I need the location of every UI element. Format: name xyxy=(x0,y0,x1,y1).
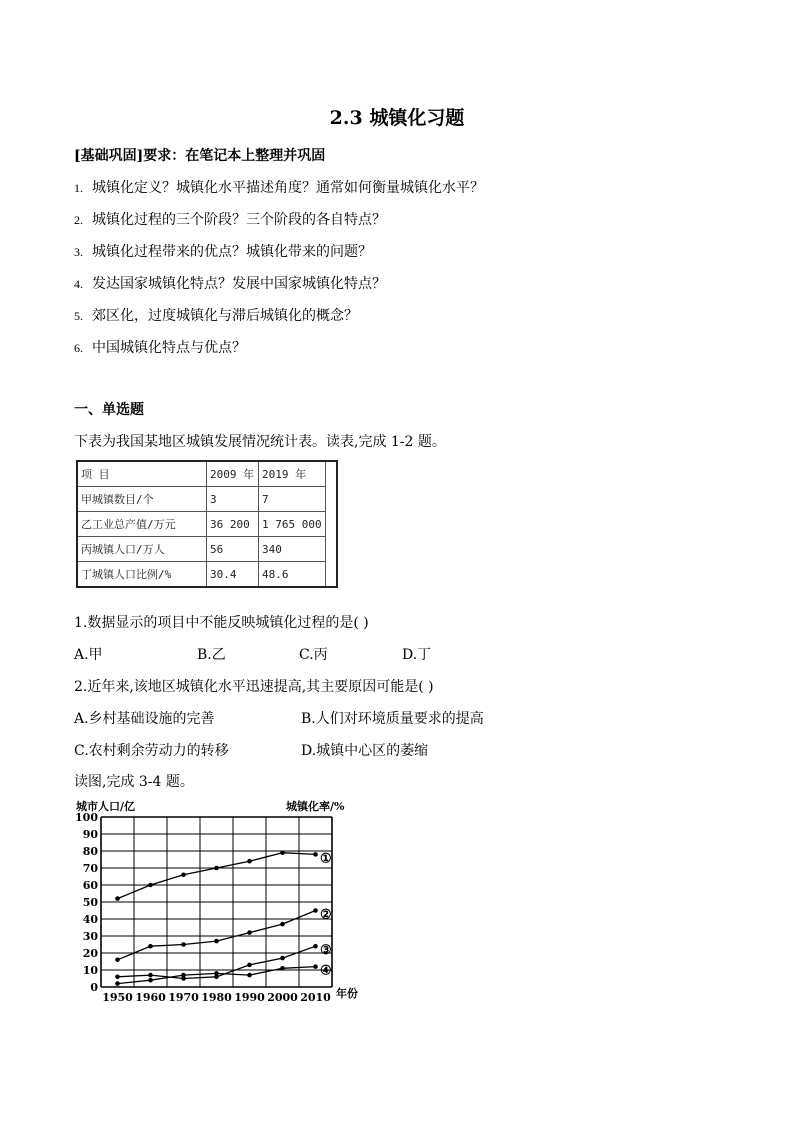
question-2-stem: 2.近年来,该地区城镇化水平迅速提高,其主要原因可能是( ) xyxy=(74,679,434,695)
series-label-4: ④ xyxy=(320,963,332,979)
data-point xyxy=(115,958,120,963)
x-tick-label: 1990 xyxy=(234,991,265,1004)
table-cell: 48.6 xyxy=(259,562,326,588)
table-row xyxy=(77,537,337,562)
table-spacer-cell xyxy=(326,512,338,537)
question-1-stem: 1.数据显示的项目中不能反映城镇化过程的是( ) xyxy=(74,615,369,631)
question-2-option-c: C.农村剩余劳动力的转移 xyxy=(74,743,229,759)
review-item-number: 1. xyxy=(74,181,83,195)
review-item-text: 中国城镇化特点与优点？ xyxy=(92,340,246,356)
y-tick-label: 0 xyxy=(90,981,98,994)
data-point xyxy=(148,973,153,978)
data-point xyxy=(181,873,186,878)
data-point xyxy=(247,930,252,935)
table-spacer-cell xyxy=(326,537,338,562)
question-1-option-a: A.甲 xyxy=(74,647,103,663)
y-tick-label: 30 xyxy=(82,930,98,943)
chart-intro: 读图,完成 3-4 题。 xyxy=(74,774,194,790)
table-cell: 丙城镇人口/万人 xyxy=(77,537,207,562)
table-header-cell: 项 目 xyxy=(77,461,207,487)
table-intro: 下表为我国某地区城镇发展情况统计表。读表,完成 1-2 题。 xyxy=(74,434,446,450)
review-item-text: 城镇化过程的三个阶段？三个阶段的各自特点？ xyxy=(92,212,386,228)
table-cell: 56 xyxy=(207,537,259,562)
data-point xyxy=(247,973,252,978)
review-item-text: 城镇化过程带来的优点？城镇化带来的问题？ xyxy=(92,244,372,260)
data-point xyxy=(115,896,120,901)
table-cell: 1 765 000 xyxy=(259,512,326,537)
x-tick-label: 1970 xyxy=(168,991,199,1004)
review-item-number: 5. xyxy=(74,309,83,323)
table-cell: 丁城镇人口比例/% xyxy=(77,562,207,588)
review-item-number: 3. xyxy=(74,245,83,259)
y-tick-label: 50 xyxy=(82,896,98,909)
table-header-cell: 2009 年 xyxy=(207,461,259,487)
x-tick-label: 2000 xyxy=(267,991,298,1004)
chart-grid xyxy=(101,817,332,987)
review-item-number: 6. xyxy=(74,341,83,355)
x-unit-label: 年份 xyxy=(336,987,358,1000)
series-label-3: ③ xyxy=(320,943,332,959)
series-line-1 xyxy=(118,853,316,899)
review-item-text: 郊区化，过度城镇化与滞后城镇化的概念？ xyxy=(92,308,358,324)
data-point xyxy=(148,883,153,888)
data-point xyxy=(115,975,120,980)
table-spacer-cell xyxy=(326,562,338,588)
data-point xyxy=(313,944,318,949)
data-point xyxy=(313,852,318,857)
table-cell: 30.4 xyxy=(207,562,259,588)
review-item xyxy=(74,305,358,325)
table-header-row xyxy=(77,461,337,487)
data-point xyxy=(214,939,219,944)
y-left-axis-label: 城市人口/亿 xyxy=(76,800,136,813)
question-1-option-d: D.丁 xyxy=(402,647,432,663)
review-item xyxy=(74,209,386,229)
x-tick-label: 1980 xyxy=(201,991,232,1004)
y-tick-label: 70 xyxy=(82,862,98,875)
data-point xyxy=(313,964,318,969)
y-right-axis-label: 城镇化率/% xyxy=(286,800,345,813)
data-point xyxy=(280,850,285,855)
table-spacer-cell xyxy=(326,487,338,512)
y-tick-label: 90 xyxy=(82,828,98,841)
series-label-1: ① xyxy=(320,851,332,867)
data-point xyxy=(148,978,153,983)
question-1-option-c: C.丙 xyxy=(299,647,328,663)
x-tick-label: 1950 xyxy=(102,991,133,1004)
data-point xyxy=(214,866,219,871)
review-item xyxy=(74,241,372,261)
y-tick-label: 40 xyxy=(82,913,98,926)
series-label-2: ② xyxy=(320,907,332,923)
review-item xyxy=(74,337,246,357)
y-tick-label: 60 xyxy=(82,879,98,892)
y-tick-label: 10 xyxy=(82,964,98,977)
y-tick-label: 20 xyxy=(82,947,98,960)
review-item-text: 城镇化定义？城镇化水平描述角度？通常如何衡量城镇化水平？ xyxy=(92,180,484,196)
question-2-option-a: A.乡村基础设施的完善 xyxy=(74,711,215,727)
urbanization-line-chart xyxy=(70,797,370,1009)
x-tick-label: 1960 xyxy=(135,991,166,1004)
page-title: 2.3 城镇化习题 xyxy=(329,107,465,129)
table-cell: 乙工业总产值/万元 xyxy=(77,512,207,537)
y-tick-label: 100 xyxy=(75,811,98,824)
data-point xyxy=(247,963,252,968)
review-item-text: 发达国家城镇化特点？发展中国家城镇化特点？ xyxy=(92,276,386,292)
data-point xyxy=(280,966,285,971)
question-1-option-b: B.乙 xyxy=(197,647,226,663)
data-point xyxy=(148,944,153,949)
review-item xyxy=(74,273,386,293)
table-row xyxy=(77,512,337,537)
table-cell: 7 xyxy=(259,487,326,512)
table-spacer-cell xyxy=(326,461,338,487)
review-item-number: 4. xyxy=(74,277,83,291)
data-point xyxy=(214,971,219,976)
data-point xyxy=(115,981,120,986)
question-2-option-d: D.城镇中心区的萎缩 xyxy=(301,743,429,759)
table-cell: 36 200 xyxy=(207,512,259,537)
review-item xyxy=(74,177,484,197)
data-point xyxy=(280,956,285,961)
y-tick-label: 80 xyxy=(82,845,98,858)
table-header-cell: 2019 年 xyxy=(259,461,326,487)
table-cell: 甲城镇数目/个 xyxy=(77,487,207,512)
data-point xyxy=(247,859,252,864)
table-row xyxy=(77,487,337,512)
table-cell: 340 xyxy=(259,537,326,562)
table-row xyxy=(77,562,337,588)
data-point xyxy=(313,908,318,913)
x-tick-label: 2010 xyxy=(300,991,331,1004)
question-2-option-b: B.人们对环境质量要求的提高 xyxy=(301,711,484,727)
series-line-2 xyxy=(118,911,316,960)
table-cell: 3 xyxy=(207,487,259,512)
section-title: 一、单选题 xyxy=(74,402,144,418)
chart-ticks xyxy=(75,811,331,1004)
statistics-table xyxy=(76,460,338,588)
data-point xyxy=(280,922,285,927)
data-point xyxy=(181,942,186,947)
data-point xyxy=(181,973,186,978)
review-header: [基础巩固]要求：在笔记本上整理并巩固 xyxy=(74,148,326,164)
review-item-number: 2. xyxy=(74,213,83,227)
